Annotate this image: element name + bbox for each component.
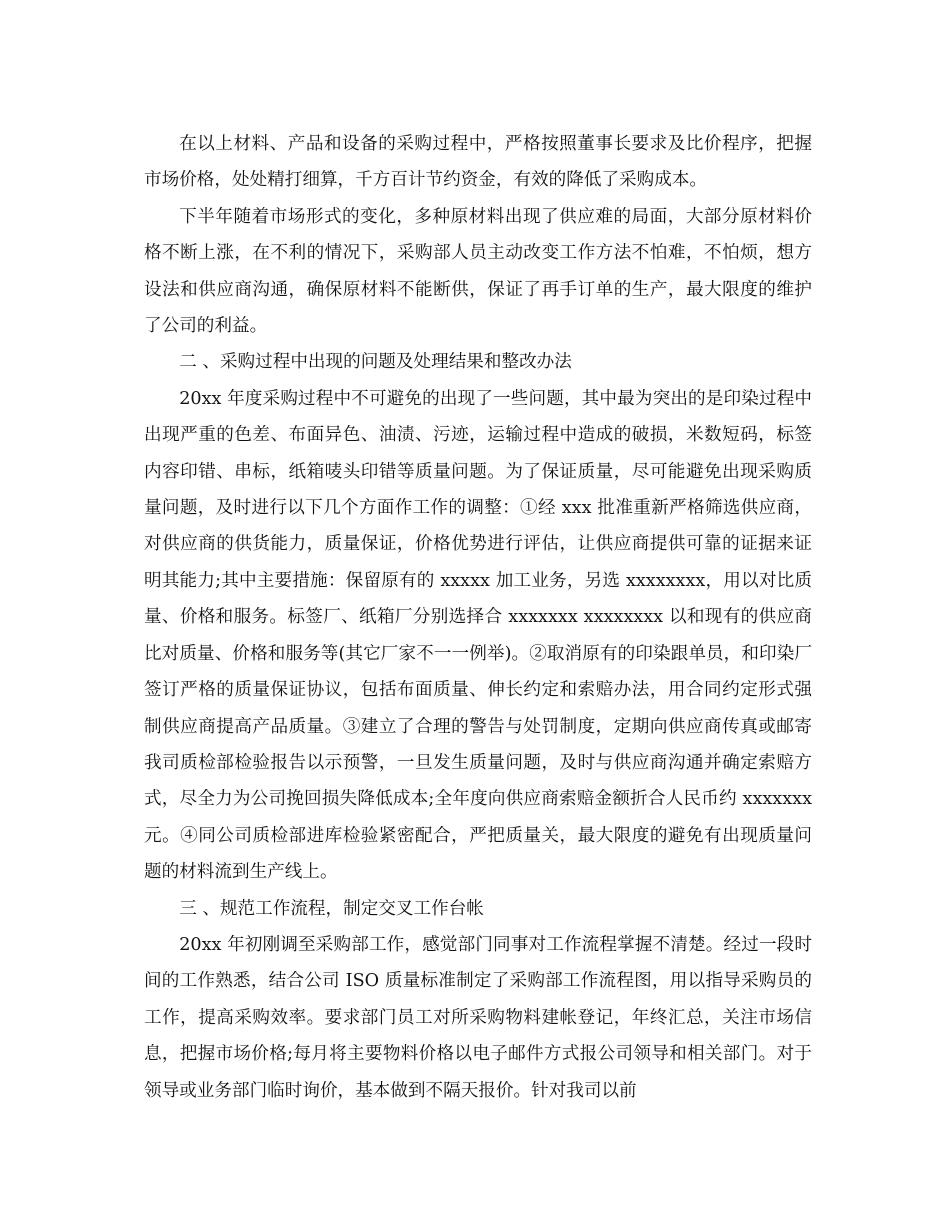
section-heading-workflow: 三 、规范工作流程，制定交叉工作台帐 (179, 898, 484, 919)
paragraph-procurement-cost: 在以上材料、产品和设备的采购过程中，严格按照董事长要求及比价程序，把握市场价格，处处精打细算，千方百计节约资金，有效的降低了采购成本。 (144, 134, 812, 191)
paragraph-workflow: 20xx 年初刚调至采购部工作，感觉部门同事对工作流程掌握不清楚。经过一段时间的工作熟悉，结合公司 ISO 质量标准制定了采购部工作流程图，用以指导采购员的工作，提高采购效率。要求部门员工对所采购物料建帐登记，年终汇总，关注市场信息，把握市场价格;每月将主要物料价格以电子邮件方式报公司领导和相关部门。对于领导或业务部门临时询价，基本做到不隔天报价。针对我司以前 (144, 934, 812, 1101)
paragraph-second-half-year: 下半年随着市场形式的变化，多种原材料出现了供应难的局面，大部分原材料价格不断上涨，在不利的情况下，采购部人员主动改变工作方法不怕难，不怕烦，想方设法和供应商沟通，确保原材料不能断供，保证了再手订单的生产，最大限度的维护了公司的利益。 (144, 206, 812, 337)
section-heading-problems: 二 、采购过程中出现的问题及处理结果和整改办法 (179, 352, 572, 373)
paragraph-quality-problems: 20xx 年度采购过程中不可避免的出现了一些问题，其中最为突出的是印染过程中出现严重的色差、布面异色、油渍、污迹，运输过程中造成的破损，米数短码，标签内容印错、串标，纸箱唛头印错等质量问题。为了保证质量，尽可能避免出现采购质量问题，及时进行以下几个方面作工作的调整：①经 xxx 批准重新严格筛选供应商，对供应商的供货能力，质量保证，价格优势进行评估，让供应商提供可靠的证据来证明其能力;其中主要措施：保留原有的 xxxxx 加工业务，另选 xxxxxxxx，用以对比质量、价格和服务。标签厂、纸箱厂分别选择合 xxxxxxx xxxxxxxx 以和现有的供应商比对质量、价格和服务等(其它厂家不一一例举)。②取消原有的印染跟单员，和印染厂签订严格的质量保证协议，包括布面质量、伸长约定和索赔办法，用合同约定形式强制供应商提高产品质量。③建立了合理的警告与处罚制度，定期向供应商传真或邮寄我司质检部检验报告以示预警，一旦发生质量问题，及时与供应商沟通并确定索赔方式，尽全力为公司挽回损失降低成本;全年度向供应商索赔金额折合人民币约 xxxxxxx 元。④同公司质检部进库检验紧密配合，严把质量关，最大限度的避免有出现质量问题的材料流到生产线上。 (144, 388, 812, 883)
document-body (144, 126, 812, 1109)
